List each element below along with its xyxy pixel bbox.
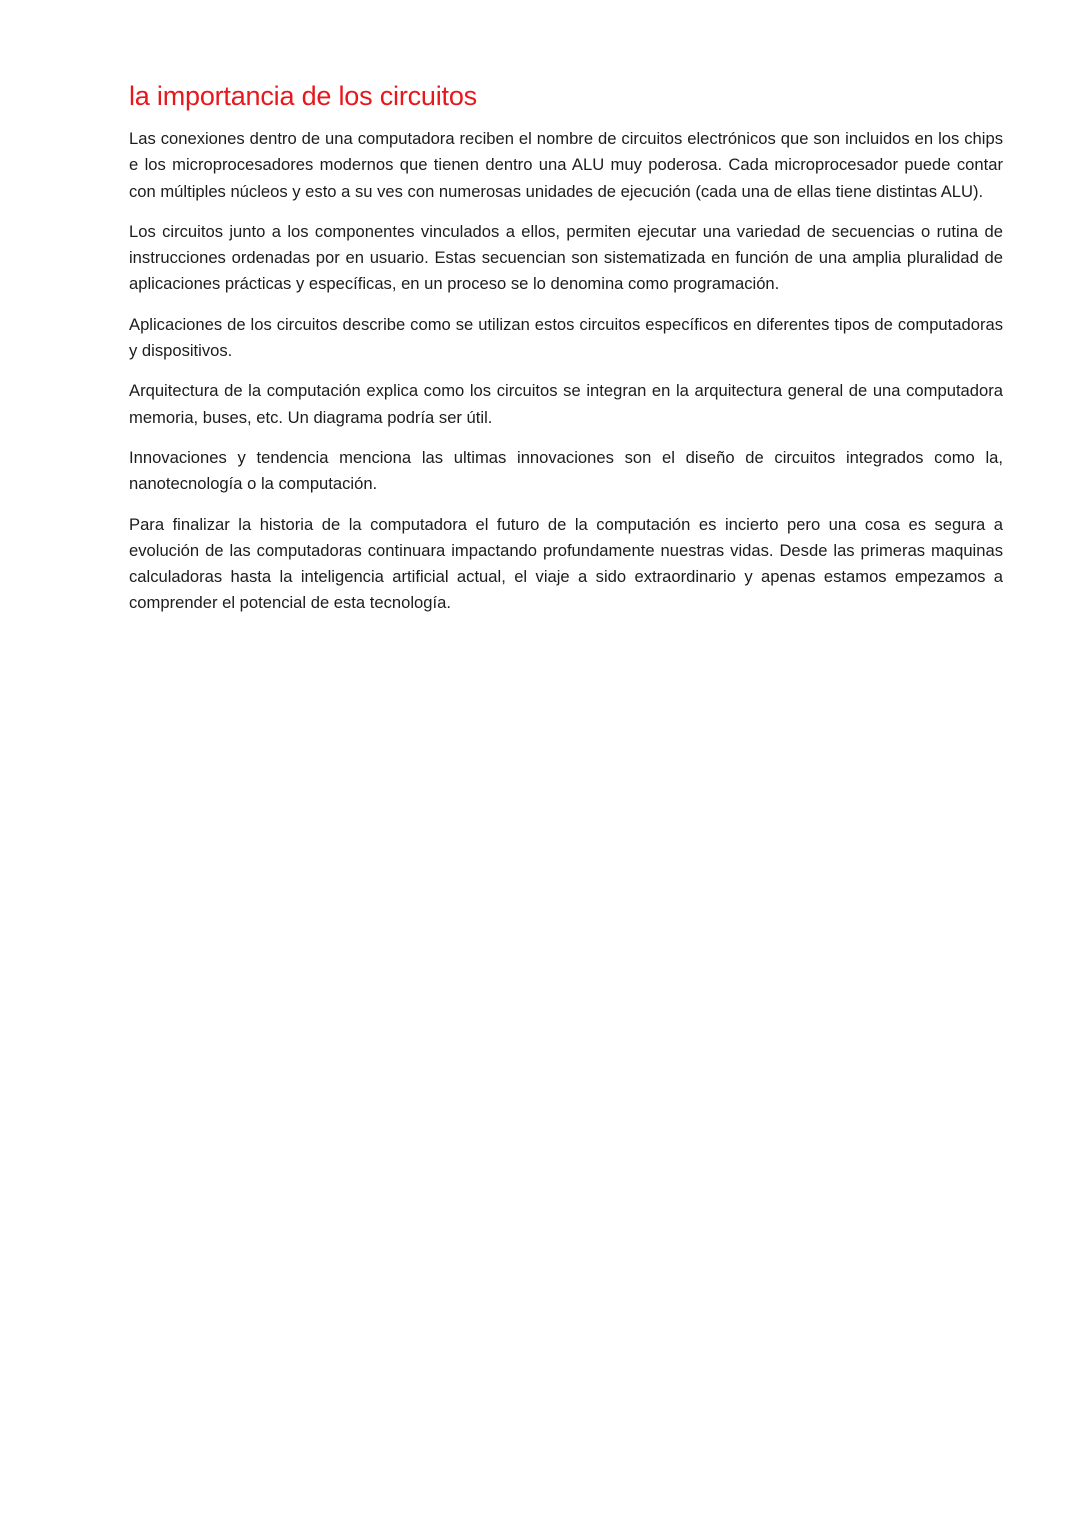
paragraph-circuit-connections: Las conexiones dentro de una computadora reciben el nombre de circuitos electrónicos que son incluidos en los chips e los microprocesadores modernos que tienen dentro una ALU muy poderosa. Cada microprocesador puede contar con múltiples núcleos y esto a su ves con numerosas unidades de ejecución (cada una de ellas tiene distintas ALU). (129, 129, 1003, 201)
paragraph-conclusion: Para finalizar la historia de la computadora el futuro de la computación es incierto pero una cosa es segura a evolución de las computadoras continuara impactando profundamente nuestras vidas. Desde las primeras maquinas calculadoras hasta la inteligencia artificial actual, el viaje a sido extraordinario y apenas estamos empezamos a comprender el potencial de esta tecnología. (129, 514, 1003, 613)
document-title: la importancia de los circuitos (129, 81, 477, 111)
paragraph-circuit-programming: Los circuitos junto a los componentes vinculados a ellos, permiten ejecutar una variedad de secuencias o rutina de instrucciones ordenadas por en usuario. Estas secuencian son sistematizada en función de una amplia pluralidad de aplicaciones prácticas y específicas, en un proceso se lo denomina como programación. (129, 221, 1003, 294)
document-body (129, 78, 1003, 631)
paragraph-computer-architecture: Arquitectura de la computación explica como los circuitos se integran en la arquitectura general de una computadora memoria, buses, etc. Un diagrama podría ser útil. (129, 381, 1003, 427)
paragraph-innovations-trends: Innovaciones y tendencia menciona las ultimas innovaciones son el diseño de circuitos integrados como la, nanotecnología o la computación. (129, 447, 1003, 494)
paragraph-circuit-applications: Aplicaciones de los circuitos describe como se utilizan estos circuitos específicos en diferentes tipos de computadoras y dispositivos. (129, 314, 1003, 361)
